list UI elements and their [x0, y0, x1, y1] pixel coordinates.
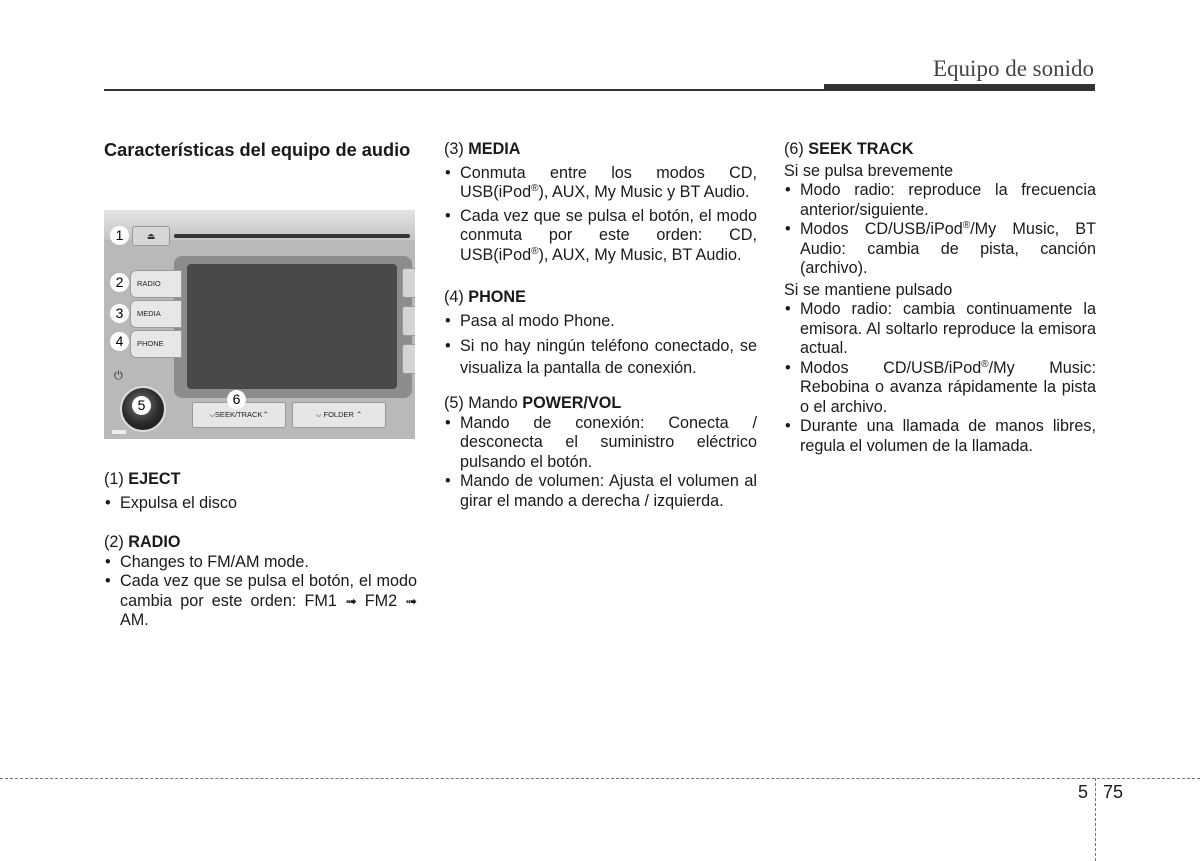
media-heading	[444, 140, 757, 160]
list-item: • Mando de conexión: Conecta / desconecta el suministro eléctrico pulsando el botón.	[444, 414, 757, 473]
short-press-list	[784, 181, 1096, 279]
item-name: POWER/VOL	[522, 394, 622, 412]
item-name: EJECT	[128, 470, 181, 488]
right-side-button	[402, 344, 415, 374]
list-item: • Pasa al modo Phone.	[444, 312, 757, 332]
media-list	[444, 164, 757, 266]
callout-5: 5	[132, 396, 151, 415]
item-name: PHONE	[468, 288, 526, 306]
list-item: • Modos CD/USB/iPod®/My Music: Rebobina o avanza rápidamente la pista o el archivo.	[784, 359, 1096, 418]
item-name: MEDIA	[468, 140, 521, 158]
seek-track-heading	[784, 140, 1096, 160]
list-item: • Cada vez que se pulsa el botón, el modo cambia por este orden: FM1 ➟ FM2 ➟ AM.	[104, 572, 417, 631]
display-screen	[187, 264, 397, 389]
eject-heading	[104, 470, 417, 490]
item-number: (5) Mando	[444, 394, 518, 412]
list-item: • Modo radio: cambia continuamente la emisora. Al soltarlo reproduce la emisora actual.	[784, 300, 1096, 359]
radio-list	[104, 553, 417, 631]
short-press-label: Si se pulsa brevemente	[784, 161, 954, 180]
folder-button: ⌵ FOLDER ⌃	[292, 402, 386, 428]
arrow-icon: ➟	[405, 592, 418, 609]
eject-list	[104, 494, 417, 514]
corner-mark	[112, 430, 126, 434]
item-name: RADIO	[128, 533, 181, 551]
registered-mark: ®	[962, 220, 971, 231]
eject-button: ⏏	[132, 226, 170, 246]
list-item: • Changes to FM/AM mode.	[104, 553, 417, 573]
registered-mark: ®	[531, 245, 539, 257]
list-item: • Conmuta entre los modos CD, USB(iPod®), AUX, My Music y BT Audio.	[444, 164, 757, 203]
list-item: • Si no hay ningún teléfono conectado, se visualiza la pantalla de conexión.	[444, 335, 757, 379]
callout-4: 4	[110, 332, 129, 351]
item-number: (2)	[104, 533, 124, 551]
item-name: SEEK TRACK	[808, 140, 914, 158]
footer-divider	[1095, 778, 1096, 861]
arrow-icon: ➟	[344, 592, 357, 609]
list-item: • Durante una llamada de manos libres, regula el volumen de la llamada.	[784, 417, 1096, 456]
phone-list	[444, 312, 757, 380]
cd-slot	[174, 234, 410, 238]
section-number: 5	[1078, 782, 1089, 802]
column-3	[784, 140, 1096, 456]
page-heading: Características del equipo de audio	[104, 140, 411, 160]
header-rule	[104, 89, 1095, 91]
item-number: (3)	[444, 140, 464, 158]
callout-6: 6	[227, 390, 246, 409]
registered-mark: ®	[531, 183, 539, 194]
list-item: • Cada vez que se pulsa el botón, el modo conmuta por este orden: CD, USB(iPod®), AUX, My Music, BT Audio.	[444, 207, 757, 266]
registered-mark: ®	[981, 358, 989, 370]
long-press-list	[784, 300, 1096, 456]
column-2	[444, 140, 757, 511]
footer-rule	[0, 778, 1200, 779]
callout-1: 1	[110, 226, 129, 245]
list-item: • Expulsa el disco	[104, 494, 417, 514]
item-number: (6)	[784, 140, 804, 158]
list-item: • Modo radio: reproduce la frecuencia anterior/siguiente.	[784, 181, 1096, 220]
radio-button: RADIO	[130, 270, 182, 298]
right-side-button	[402, 306, 415, 336]
column-1-items	[104, 470, 417, 631]
phone-button: PHONE	[130, 330, 182, 358]
list-item: • Modos CD/USB/iPod®/My Music, BT Audio: cambia de pista, canción (archivo).	[784, 220, 1096, 279]
power-vol-heading	[444, 394, 757, 414]
item-number: (1)	[104, 470, 124, 488]
column-1	[104, 140, 417, 160]
section-title: Equipo de sonido	[933, 56, 1094, 81]
radio-heading	[104, 533, 417, 553]
callout-2: 2	[110, 273, 129, 292]
callout-3: 3	[110, 304, 129, 323]
power-icon: ⏻	[114, 370, 123, 382]
right-side-button	[402, 268, 415, 298]
audio-unit-figure	[104, 210, 415, 439]
power-vol-list	[444, 414, 757, 512]
item-number: (4)	[444, 288, 464, 306]
page-number: 75	[1103, 782, 1124, 802]
list-item: • Mando de volumen: Ajusta el volumen al girar el mando a derecha / izquierda.	[444, 472, 757, 511]
phone-heading	[444, 288, 757, 308]
seek-track-button: ⌵SEEK/TRACK⌃	[192, 402, 286, 428]
media-button: MEDIA	[130, 300, 182, 328]
long-press-label: Si se mantiene pulsado	[784, 280, 953, 299]
